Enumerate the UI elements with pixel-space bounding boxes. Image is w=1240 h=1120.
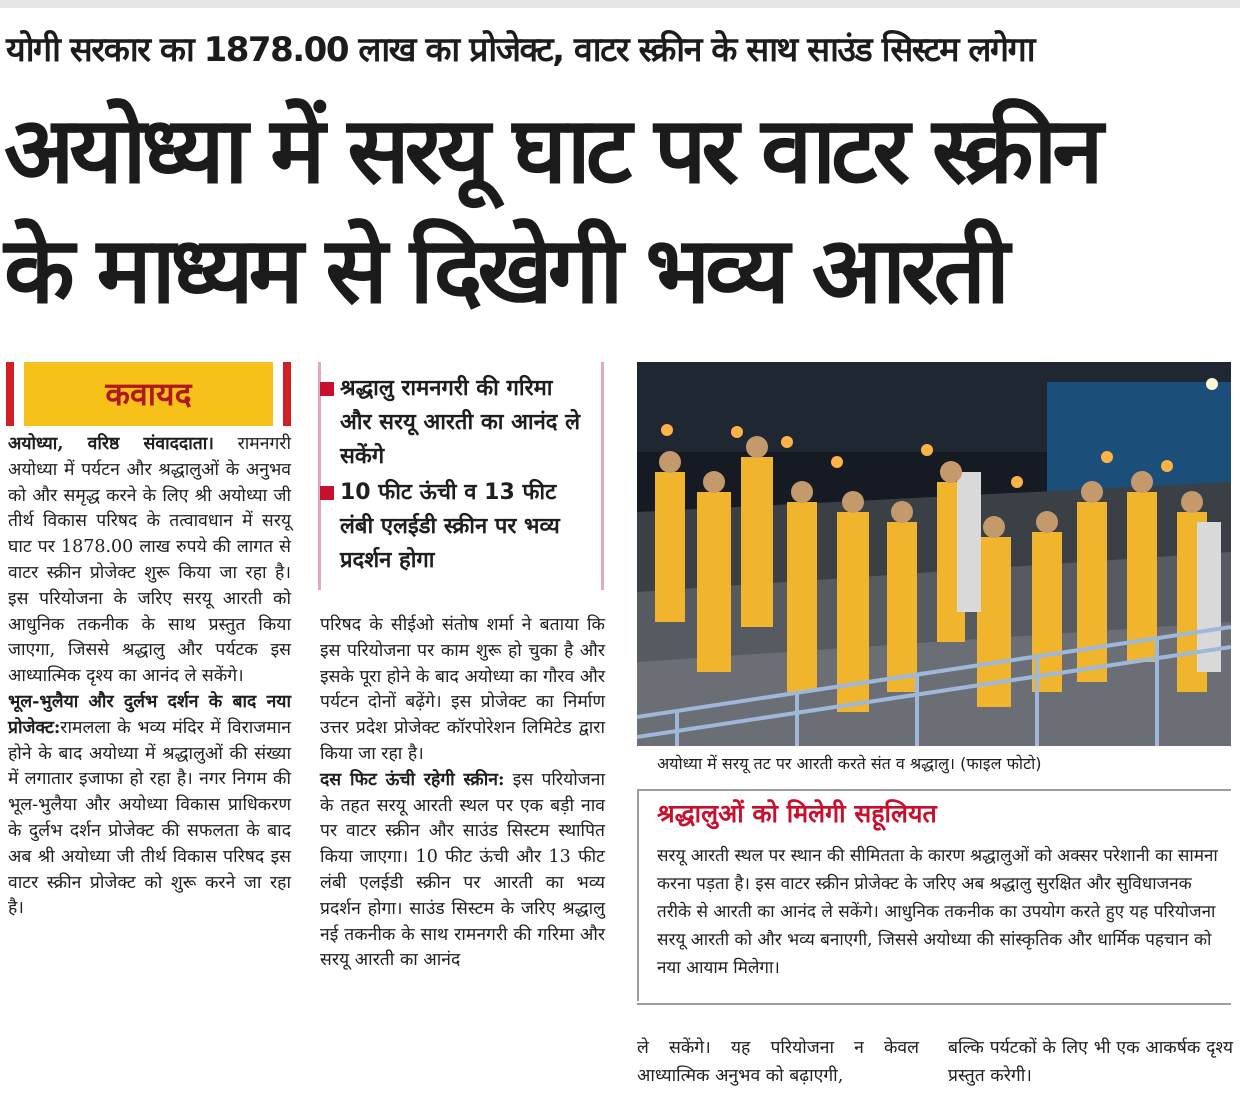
article-section-2: [8, 690, 291, 922]
article-section-4: [320, 768, 605, 974]
dateline: अयोध्या, वरिष्ठ संवाददाता।: [8, 434, 214, 454]
headline-line-2: के माध्यम से दिखेगी भव्य आरती: [4, 217, 1005, 324]
sidebar-body: सरयू आरती स्थल पर स्थान की सीमितता के कारण श्रद्धालुओं को अक्सर परेशानी का सामना करना पड़ता है। इस वाटर स्क्रीन प्रोजेक्ट के जरिए अब श्रद्धालु सुरक्षित और सुविधाजनक तरीके से आरती का आनंद ले सकेंगे। आधुनिक तकनीक का उपयोग करते हुए यह परियोजना सरयू आरती को और भव्य बनाएगी, जिससे अयोध्या की सांस्कृतिक और धार्मिक पहचान को नया आयाम मिलेगा।: [657, 846, 1218, 978]
article-column-3: ले सकेंगे। यह परियोजना न केवल आध्यात्मिक अनुभव को बढ़ाएगी,: [637, 1038, 919, 1086]
sidebar-top-rule: [637, 789, 1231, 791]
headline-line-1: अयोध्या में सरयू घाट पर वाटर स्क्रीन: [4, 97, 1099, 204]
sidebar-bottom-rule: [637, 1003, 1231, 1005]
callout-rule-right: [601, 362, 604, 590]
kicker-label: [6, 362, 291, 426]
kicker-bar-right: [283, 362, 291, 426]
aarti-photo-illustration: [637, 362, 1231, 746]
kicker-bar-left: [6, 362, 14, 426]
highlights-callout: [318, 362, 604, 590]
article-intro: [8, 432, 291, 690]
sidebar-left-rule: [637, 789, 639, 1001]
article-column-4: बल्कि पर्यटकों के लिए भी एक आकर्षक दृश्य प्रस्तुत करेगी।: [948, 1038, 1233, 1086]
article-column-1: [8, 432, 291, 922]
kicker-text: कवायद: [24, 362, 273, 426]
callout-item-1: [340, 372, 590, 474]
photo-caption: अयोध्या में सरयू तट पर आरती करते संत व श्रद्धालु। (फाइल फोटो): [657, 754, 1042, 773]
callout-rule-left: [318, 362, 321, 590]
article-para-1: रामनगरी अयोध्या में पर्यटन और श्रद्धालुओं के अनुभव को और समृद्ध करने के लिए श्री अयोध्या जी तीर्थ विकास परिषद के तत्वावधान में सरयू घाट पर 1878.00 लाख रुपये की लागत से वाटर स्क्रीन प्रोजेक्ट शुरू किया जा रहा है। इस परियोजना के जरिए सरयू आरती को आधुनिक तकनीक के साथ प्रस्तुत किया जाएगा, जिससे श्रद्धालु और पर्यटक इस आध्यात्मिक दृश्य का आनंद ले सकेंगे।: [8, 434, 291, 687]
aarti-photo: [637, 362, 1231, 746]
sidebar-heading: श्रद्धालुओं को मिलेगी सहूलियत: [657, 799, 937, 828]
article-para-2: रामलला के भव्य मंदिर में विराजमान होने के बाद अयोध्या में श्रद्धालुओं की संख्या में लगातार इजाफा हो रहा है। नगर निगम की भूल-भुलैया और अयोध्या विकास प्राधिकरण के दुर्लभ दर्शन प्रोजेक्ट की सफलता के बाद अब श्री अयोध्या जी तीर्थ विकास परिषद इस वाटर स्क्रीन प्रोजेक्ट को शुरू करने जा रहा है।: [8, 717, 291, 919]
article-para-3: परिषद के सीईओ संतोष शर्मा ने बताया कि इस परियोजना पर काम शुरू हो चुका है और इसके पूरा होने के बाद अयोध्या का गौरव और पर्यटन दोनों बढ़ेंगे। इस प्रोजेक्ट का निर्माण उत्तर प्रदेश प्रोजेक्ट कॉरपोरेशन लिमिटेड द्वारा किया जा रहा है।: [320, 615, 605, 764]
top-border: [0, 0, 1240, 8]
callout-text-1: श्रद्धालु रामनगरी की गरिमा और सरयू आरती का आनंद ले सकेंगे: [340, 376, 581, 469]
article-subhead-2: दस फिट ऊंची रहेगी स्क्रीन:: [320, 769, 505, 790]
article-column-2: [320, 613, 605, 974]
article-para-4: इस परियोजना के तहत सरयू आरती स्थल पर एक बड़ी नाव पर वाटर स्क्रीन और साउंड सिस्टम स्थापित किया जाएगा। 10 फीट ऊंची और 13 फीट लंबी एलईडी स्क्रीन पर आरती का भव्य प्रदर्शन होगा। साउंड सिस्टम के जरिए श्रद्धालु नई तकनीक के साथ रामनगरी की गरिमा और सरयू आरती का आनंद: [320, 769, 605, 971]
article-subhead-1: भूल-भुलैया और दुर्लभ दर्शन के बाद नया प्रोजेक्ट:: [8, 691, 291, 738]
square-bullet-icon: [320, 382, 334, 396]
callout-text-2: 10 फीट ऊंची व 13 फीट लंबी एलईडी स्क्रीन पर भव्य प्रदर्शन होगा: [340, 480, 560, 573]
sub-headline: योगी सरकार का 1878.00 लाख का प्रोजेक्ट, वाटर स्क्रीन के साथ साउंड सिस्टम लगेगा: [6, 30, 1035, 70]
square-bullet-icon: [320, 486, 334, 500]
callout-item-2: [340, 476, 590, 578]
